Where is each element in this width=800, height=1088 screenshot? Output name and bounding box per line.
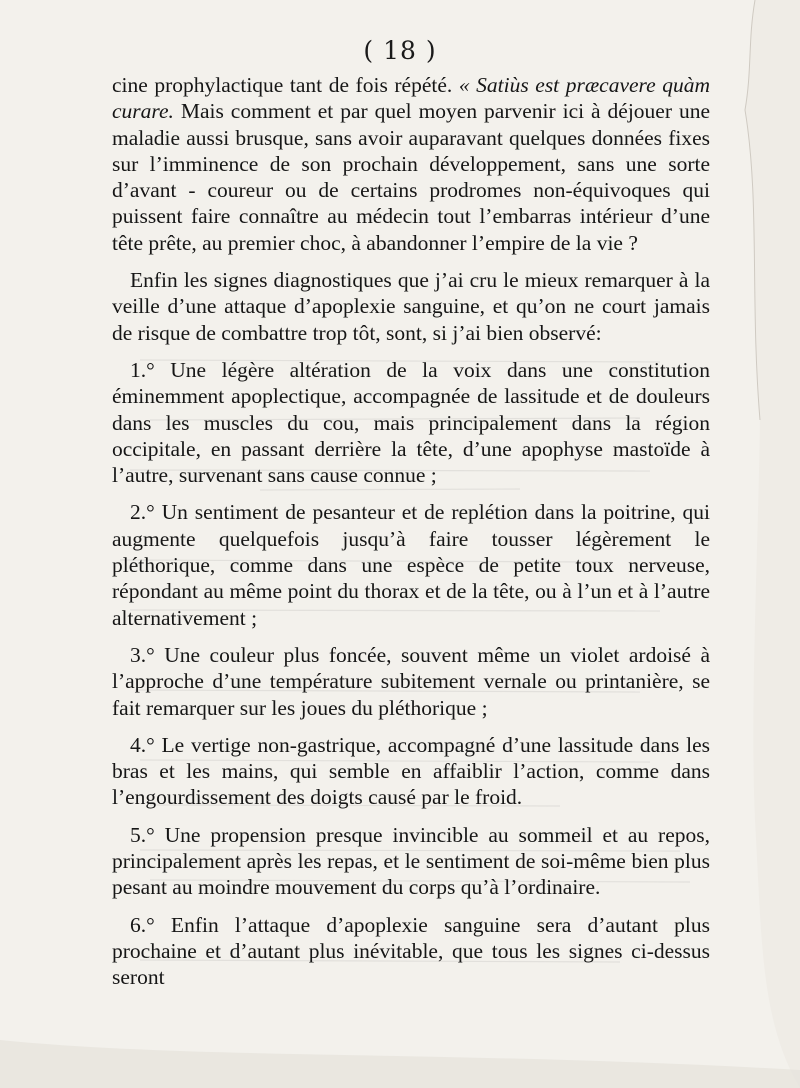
paragraph-p4 bbox=[112, 642, 710, 721]
paragraph-text: 3.° Une couleur plus foncée, souvent même un violet ardoisé à l’approche d’une température subitement vernale ou printanière, se fait remarquer sur les joues du pléthorique ; bbox=[112, 642, 710, 720]
paragraph-p0 bbox=[112, 72, 710, 256]
paragraph-text: 6.° Enfin l’attaque d’apoplexie sanguine sera d’autant plus prochaine et d’autant plus inévitable, que tous les signes ci-dessus seront bbox=[112, 912, 710, 990]
page-number: ( 18 ) bbox=[363, 36, 437, 65]
paragraph-text: 2.° Un sentiment de pesanteur et de replétion dans la poitrine, qui augmente quelquefois jusqu’à faire tousser légèrement le pléthorique, comme dans une espèce de petite toux nerveuse, répondant au même point du thorax et de la tête, ou à l’un et à l’autre alternativement ; bbox=[112, 500, 710, 630]
paragraph-text: 5.° Une propension presque invincible au sommeil et au repos, principalement après les repas, et le sentiment de soi-même bien plus pesant au moindre mouvement du corps qu’à l’ordinaire. bbox=[112, 822, 710, 900]
paragraph-text: Enfin les signes diagnostiques que j’ai cru le mieux remarquer à la veille d’une attaque d’apoplexie sanguine, et qu’on ne court jamais de risque de combattre trop tôt, sont, si j’ai bien observé: bbox=[112, 268, 710, 345]
paragraph-text: 4.° Le vertige non-gastrique, accompagné d’une lassitude dans les bras et les mains, qui semble en affaiblir l’action, comme dans l’engourdissement des doigts causé par le froid. bbox=[112, 732, 710, 810]
paragraph-p1 bbox=[112, 267, 710, 346]
paragraph-text: 1.° Une légère altération de la voix dans une constitution éminemment apoplectique, accompagnée de lassitude et de douleurs dans les muscles du cou, mais principalement dans la région occipitale, en passant derrière la tête, d’une apophyse mastoïde à l’autre, survenant sans cause connue ; bbox=[112, 357, 710, 488]
paragraph-p7 bbox=[112, 912, 710, 991]
paragraph-p3 bbox=[112, 499, 710, 630]
paragraph-p5 bbox=[112, 732, 710, 811]
paragraph-p2 bbox=[112, 357, 710, 488]
body-text bbox=[112, 72, 710, 1002]
paragraph-p6 bbox=[112, 822, 710, 901]
paragraph-text: Mais comment et par quel moyen parvenir ici à déjouer une maladie aussi brusque, sans avoir auparavant quelques données fixes sur l’imminence de son prochain développement, sans une sorte d’avant - coureur ou de certains prodromes non-équivoques qui puissent faire connaître au médecin tout l’embarras intérieur d’une tête prête, au premier choc, à abandonner l’empire de la vie ? bbox=[112, 99, 710, 255]
latin-quotation: « Satiùs est præcavere quàm curare. bbox=[112, 73, 711, 124]
paragraph-text: cine prophylactique tant de fois répété. bbox=[112, 73, 459, 97]
